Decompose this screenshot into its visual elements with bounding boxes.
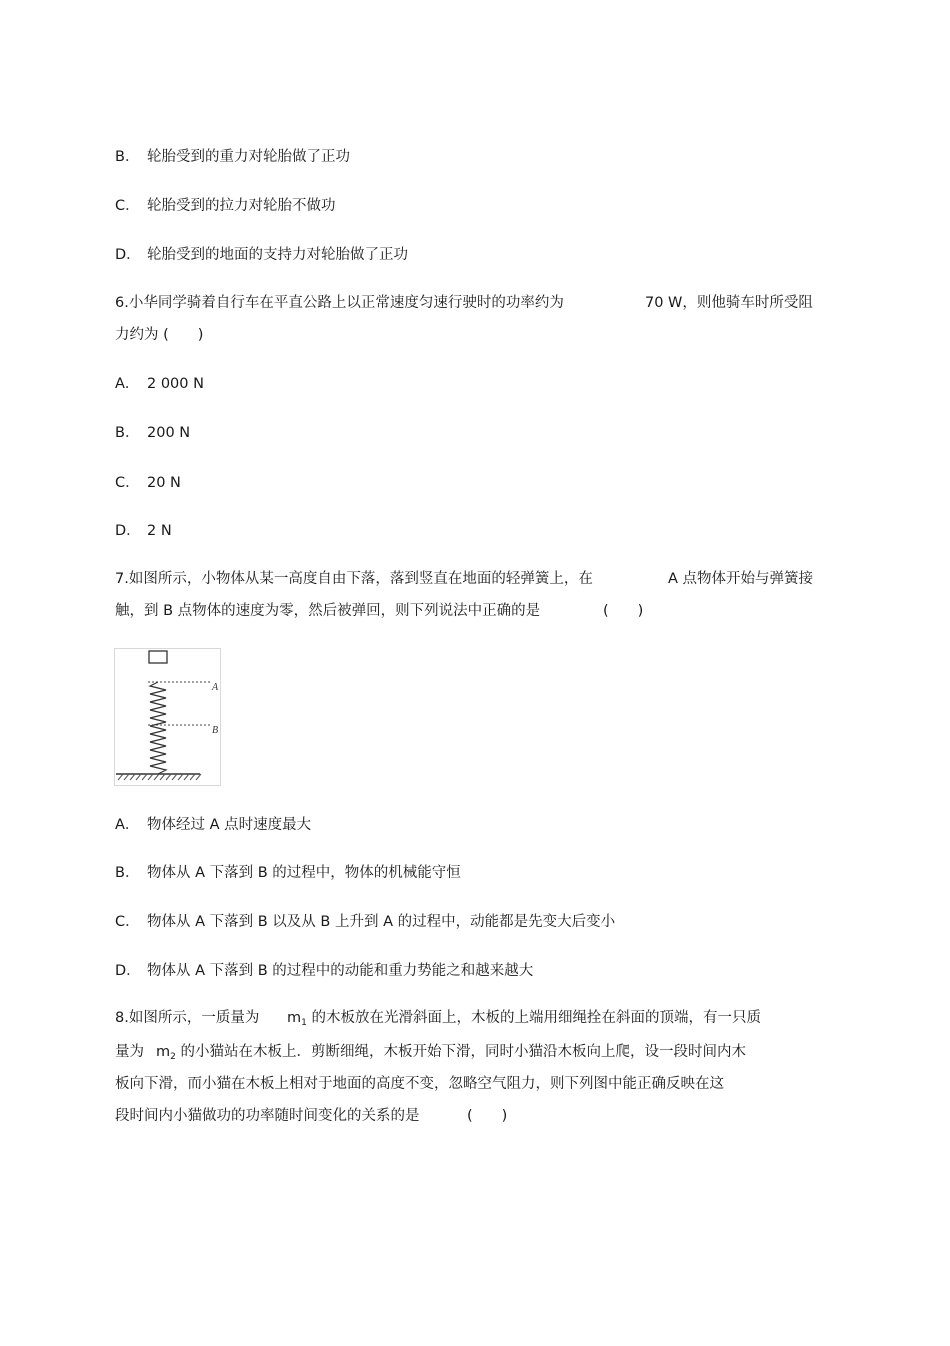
option-text: 20 N: [147, 475, 181, 491]
q7-stem-line-2: [115, 601, 540, 621]
q6-stem-line-2: [115, 325, 203, 345]
q7-option-c: [115, 912, 615, 932]
q6-stem-text: 力约为 ( ): [115, 327, 204, 343]
q6-option-a: [115, 374, 204, 394]
q6-stem-line-1: [115, 293, 564, 313]
q7-stem-text: 触，到 B 点物体的速度为零，然后被弹回，则下列说法中正确的是: [115, 603, 541, 619]
option-label: D．: [115, 963, 141, 979]
small-block: [149, 651, 167, 663]
option-label: A．: [115, 817, 140, 833]
q8-stem-line-1: [115, 1008, 259, 1028]
option-text: 轮胎受到的地面的支持力对轮胎做了正功: [147, 247, 408, 263]
q6-option-d: [115, 521, 172, 541]
option-text: 物体经过 A 点时速度最大: [147, 817, 312, 833]
option-text: 物体从 A 下落到 B 的过程中，物体的机械能守恒: [147, 865, 461, 881]
q7-option-a: [115, 815, 311, 835]
q8-stem-text: 板向下滑，而小猫在木板上相对于地面的高度不变，忽略空气阻力，则下列图中能正确反映在这: [115, 1076, 724, 1092]
option-text: 2 000 N: [147, 376, 204, 392]
q6-stem-line-1-end: [645, 293, 813, 313]
q5-option-c: [115, 196, 336, 216]
option-label: D．: [115, 247, 141, 263]
option-text: 轮胎受到的重力对轮胎做了正功: [147, 149, 350, 165]
label-a: A: [212, 682, 219, 693]
q8-answer-parentheses: ( ): [467, 1108, 508, 1124]
q8-stem-line-3: [115, 1074, 724, 1094]
mass-symbol: m: [287, 1010, 302, 1026]
q5-option-b: [115, 147, 350, 167]
q8-stem-text: 量为: [115, 1044, 144, 1060]
q8-answer-blank: [467, 1106, 507, 1126]
q8-stem-text: 段时间内小猫做功的功率随时间变化的关系的是: [115, 1108, 420, 1124]
ground-hatching: [118, 774, 201, 780]
mass-subscript: 1: [301, 1018, 307, 1028]
option-label: A．: [115, 376, 140, 392]
q5-option-d: [115, 245, 408, 265]
q8-stem-text: 的小猫站在木板上．剪断细绳，木板开始下滑，同时小猫沿木板向上爬，设一段时间内木: [180, 1044, 746, 1060]
q8-stem-line-4: [115, 1106, 420, 1126]
mass-symbol: m: [156, 1044, 171, 1060]
option-label: B．: [115, 149, 140, 165]
q8-stem-line-1-end: [287, 1008, 761, 1033]
option-text: 物体从 A 下落到 B 以及从 B 上升到 A 的过程中，动能都是先变大后变小: [147, 914, 616, 930]
q7-stem-line-1-end: [668, 569, 813, 589]
option-label: C．: [115, 475, 140, 491]
q6-option-b: [115, 423, 190, 443]
q7-answer-parentheses: ( ): [603, 603, 644, 619]
option-label: B．: [115, 425, 140, 441]
q6-stem-text: 70 W，则他骑车时所受阻: [645, 295, 813, 311]
option-label: C．: [115, 198, 140, 214]
q7-option-d: [115, 961, 533, 981]
q7-answer-blank: [603, 601, 643, 621]
q8-stem-text: 8.如图所示，一质量为: [115, 1010, 260, 1026]
option-label: B．: [115, 865, 140, 881]
spring-figure: [114, 648, 224, 788]
option-text: 2 N: [147, 523, 172, 539]
option-label: C．: [115, 914, 140, 930]
option-text: 200 N: [147, 425, 191, 441]
option-text: 物体从 A 下落到 B 的过程中的动能和重力势能之和越来越大: [147, 963, 534, 979]
q6-option-c: [115, 473, 181, 493]
q7-stem-text: A 点物体开始与弹簧接: [668, 571, 814, 587]
q8-stem-line-2-end: [156, 1042, 746, 1067]
q7-option-b: [115, 863, 461, 883]
option-label: D．: [115, 523, 141, 539]
q7-stem-text: 7.如图所示，小物体从某一高度自由下落，落到竖直在地面的轻弹簧上，在: [115, 571, 593, 587]
q6-stem-text: 6.小华同学骑着自行车在平直公路上以正常速度匀速行驶时的功率约为: [115, 295, 564, 311]
option-text: 轮胎受到的拉力对轮胎不做功: [147, 198, 336, 214]
q7-stem-line-1: [115, 569, 593, 589]
mass-subscript: 2: [170, 1052, 176, 1062]
figure-border: [115, 649, 221, 786]
q8-stem-line-2: [115, 1042, 144, 1062]
label-b: B: [212, 725, 219, 736]
q8-stem-text: 的木板放在光滑斜面上，木板的上端用细绳拴在斜面的顶端，有一只质: [311, 1010, 761, 1026]
spring-coil: [150, 682, 166, 774]
